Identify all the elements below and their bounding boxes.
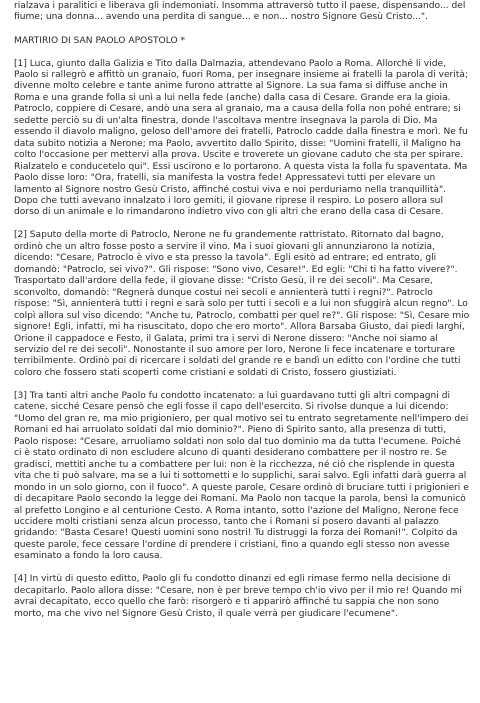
paragraph-3: [3] Tra tanti altri anche Paolo fu condotto incatenato: a lui guardavano tutti gli altri compagni di catene, sicché Cesare pensò che egli fosse il capo dell'esercito. Si rivolse dunque a lui dicendo: "Uomo del gran re, ma mio prigioniero, per qual motivo sei tu entrato segretamente nell'impero dei Romani ed hai arruolato soldati dal mio dominio?". Pieno di Spirito santo, alla presenza di tutti, Paolo rispose: "Cesare, arruoliamo soldati non solo dal tuo dominio ma da tutta l'ecumene. Poiché ci è stato ordinato di non escludere alcuno di quanti desiderano combattere per il nostro re. Se gradisci, mettiti anche tu a combattere per lui: non è la ricchezza, né ciò che risplende in questa vita che ti può salvare, ma se a lui ti sottometti e lo supplichi, sarai salvo. Egli infatti darà guerra al mondo in un solo giorno, con il fuoco". A queste parole, Cesare ordinò di bruciare tutti i prigionieri e di decapitare Paolo secondo la legge dei Romani. Ma Paolo non tacque la parola, bensì la comunicò al prefetto Longino e al centurione Cesto. A Roma intanto, sotto l'azione del Maligno, Nerone fece uccidere molti cristiani senza alcun processo, tanto che i Romani si posero davanti al palazzo gridando: "Basta Cesare! Questi uomini sono nostri! Tu distruggi la forza dei Romani!". Colpito da queste parole, fece cessare l'ordine di prendere i cristiani, fino a quando egli stesso non avesse esaminato a fondo la loro causa. xyxy=(14,390,469,562)
paragraph-1: [1] Luca, giunto dalla Galizia e Tito dalla Dalmazia, attendevano Paolo a Roma. Allorché li vide, Paolo si rallegrò e affittò un granaio, fuori Roma, per insegnare insieme ai fratelli la parola di verità; divenne molto celebre e tante anime furono attratte al Signore. La sua fama si diffuse anche in Roma e una grande folla si unì a lui nella fede (anche) dalla casa di Cesare. Grande era la gioia. Patroclo, coppiere di Cesare, andò una sera al granaio, ma a causa della folla non pohé entrare; si sedette perciò su di un'alta finestra, donde l'ascoltava mentre insegnava la parola di Dio. Ma essendo il diavolo maligno, geloso dell'amore dei fratelli, Patroclo cadde dalla finestra e morì. Ne fu data subito notizia a Nerone; ma Paolo, avvertito dallo Spirito, disse: "Uomini fratelli, il Maligno ha colto l'occasione per mettervi alla prova. Uscite e troverete un giovane caduto che sta per spirare. Rialzatelo e conducetelo qui". Essi uscirono e lo portarono. A questa vista la folla fu spaventata. Ma Paolo disse loro: "Ora, fratelli, sia manifesta la vostra fede! Appressatevi tutti per elevare un lamento al Signore nostro Gesù Cristo, affinché costui viva e noi perduriamo nella tranquillità". Dopo che tutti avevano innalzato i loro gemiti, il giovane riprese il respiro. Lo posero allora sul dorso di un animale e lo rimandarono indietro vivo con gli altri che erano della casa di Cesare. xyxy=(14,58,469,218)
paragraph-2: [2] Saputo della morte di Patroclo, Nerone ne fu grandemente rattristato. Ritornato dal bagno, ordinò che un altro fosse posto a servire il vino. Ma i suoi giovani gli annunziarono la notizia, dicendo: "Cesare, Patroclo è vivo e sta presso la tavola". Egli esitò ad entrare; ed entrato, gli domandò: "Patroclo, sei vivo?". Gli rispose: "Sono vivo, Cesare!". Ed egli: "Chi ti ha fatto vivere?". Trasportato dall'ardore della fede, il giovane disse: "Cristo Gesù, il re dei secoli". Ma Cesare, sconvolto, domandò: "Regnerà dunque costui nei secoli e annienterà tutti i regni?". Patroclo rispose: "Sì, annienterà tutti i regni e sarà solo per tutti i secoli e a lui non sfuggirà alcun regno". Lo colpì allora sul viso dicendo: "Anche tu, Patroclo, combatti per quel re?". Gli rispose: "Sì, Cesare mio signore! Egli, infatti, mi ha risuscitato, dopo che ero morto". Allora Barsaba Giusto, dai piedi larghi, Orione il cappadoce e Festo, il Galata, primi tra i servi di Nerone dissero: "Anche noi siamo al servizio del re dei secoli". Nonostante il suo amore per loro, Nerone li fece incatenare e torturare terribilmente. Ordinò poi di ricercare i soldati del grande re e bandì un editto con l'ordine che tutti coloro che fossero stati scoperti come cristiani e soldati di Cristo, fossero giustiziati. xyxy=(14,230,470,378)
document-body xyxy=(14,0,470,632)
section-heading: MARTIRIO DI SAN PAOLO APOSTOLO * xyxy=(14,35,186,46)
paragraph-4: [4] In virtù di questo editto, Paolo gli fu condotto dinanzi ed egli rimase fermo nella decisione di decapitarlo. Paolo allora disse: "Cesare, non è per breve tempo ch'io vivo per il mio re! Quando mi avrai decapitato, ecco quello che farò: risorgerò e ti apparirò affinché tu sappia che non sono morto, ma che vivo nel Signore Gesù Cristo, il quale verrà per giudicare l'ecumene". xyxy=(14,574,462,619)
intro-paragraph: rialzava i paralitici e liberava gli indemoniati. Insomma attraversò tutto il paese, dispensando... del fiume; una donna... avendo una perdita di sangue... e non... nostro Signore Gesù Cristo...". xyxy=(14,1,466,23)
